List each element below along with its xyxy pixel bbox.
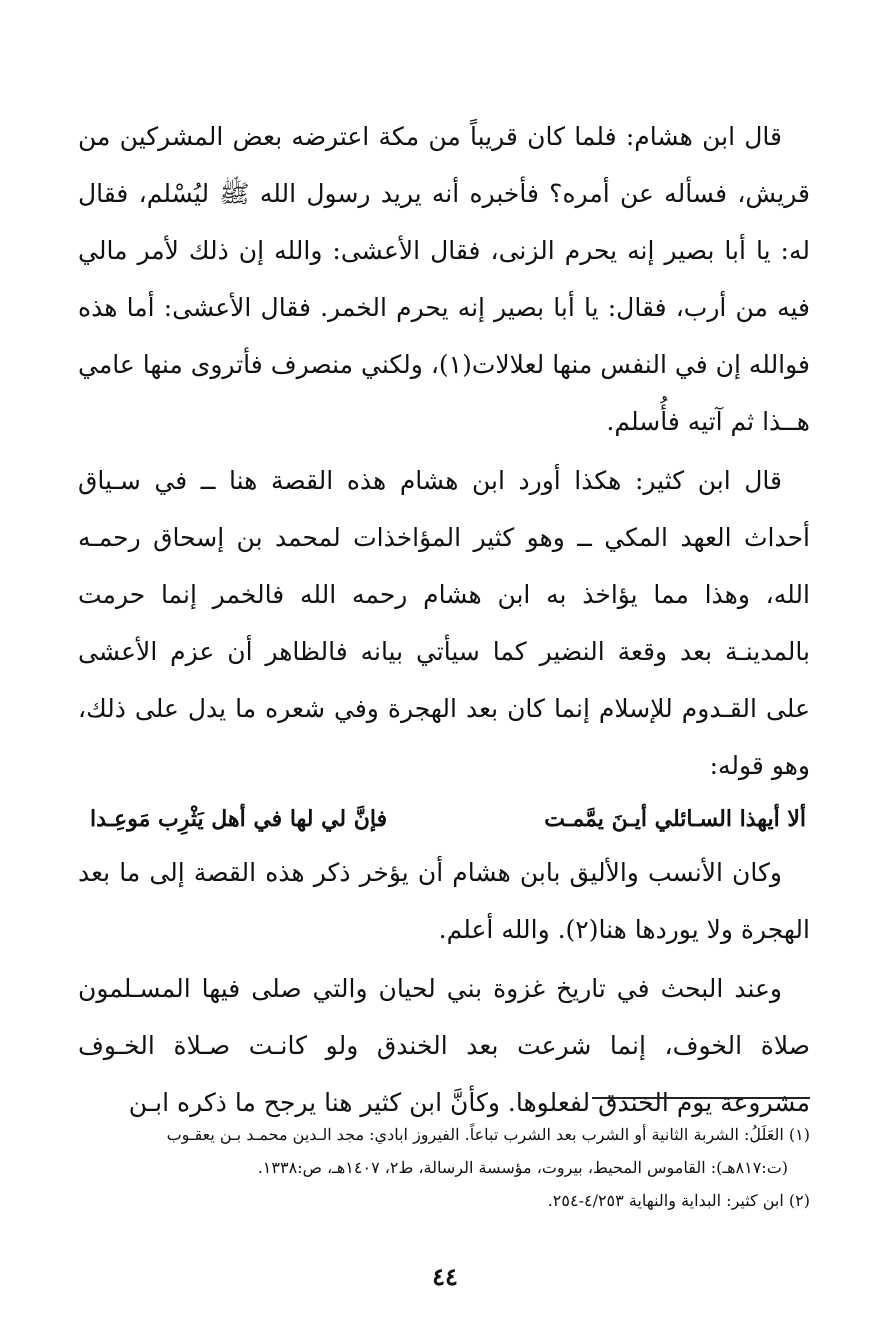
footnote-1-line-2: (ت:٨١٧هـ): القاموس المحيط، بيروت، مؤسسة الرسالة، ط٢، ١٤٠٧هـ، ص:١٣٣٨. xyxy=(257,1158,788,1177)
footnote-2: (٢) ابن كثير: البداية والنهاية ٤/٢٥٣-٢٥٤. xyxy=(547,1191,810,1210)
paragraph-3: وكان الأنسب والأليق بابن هشام أن يؤخر ذكر هذه القصة إلى ما بعد الهجرة ولا يوردها هنا(٢). والله أعلم. xyxy=(78,858,810,944)
footnote-divider xyxy=(592,1097,810,1099)
poetry-verse xyxy=(78,794,810,844)
footnote-1 xyxy=(78,1118,810,1184)
page-number: ٤٤ xyxy=(432,1262,458,1291)
paragraph-2: قال ابن كثير: هكذا أورد ابن هشام هذه القصة هنا ــ في سـياق أحداث العهد المكي ــ وهو كثير المؤاخذات لمحمد بن إسحاق رحمـه الله، وهذا مما يؤاخذ به ابن هشام رحمه الله فالخمر إنما حرمت بالمدينـة بعد وقعة النضير كما سيأتي بيانه فالظاهر أن عزم الأعشى على القـدوم للإسلام إنما كان بعد الهجرة وفي شعره ما يدل على ذلك، وهو قوله: xyxy=(78,466,810,780)
footnotes xyxy=(78,1118,810,1217)
main-text xyxy=(78,108,810,1131)
verse-first-hemistich: ألا أيهذا السـائلي أيـنَ يمَّمـت xyxy=(544,806,806,832)
paragraph-1: قال ابن هشام: فلما كان قريباً من مكة اعترضه بعض المشركين من قريش، فسأله عن أمره؟ فأخبره أنه يريد رسول الله ﷺ ليُسْلم، فقال له: يا أبا بصير إنه يحرم الزنى، فقال الأعشى: والله إن ذلك لأمر مالي فيه من أرب، فقال: يا أبا بصير إنه يحرم الخمر. فقال الأعشى: أما هذه فوالله إن في النفس منها لعلالات(١)، ولكني منصرف فأتروى منها عامي هــذا ثم آتيه فأُسلم. xyxy=(78,122,810,436)
footnote-1-line-1: (١) العَلَلُ: الشربة الثانية أو الشرب بعد الشرب تباعاً. الفيروز ابادي: مجد الـدين محمـد بـن يعقـوب xyxy=(166,1125,810,1144)
paragraph-4: وعند البحث في تاريخ غزوة بني لحيان والتي صلى فيها المسـلمون صلاة الخوف، إنما شرعت بعد الخندق ولو كانـت صـلاة الخـوف مشروعة يوم الخندق لفعلوها. وكأنَّ ابن كثير هنا يرجح ما ذكره ابـن xyxy=(78,974,810,1117)
verse-second-hemistich: فإنَّ لي لها في أهل يَثْرِب مَوعِـدا xyxy=(90,806,388,832)
